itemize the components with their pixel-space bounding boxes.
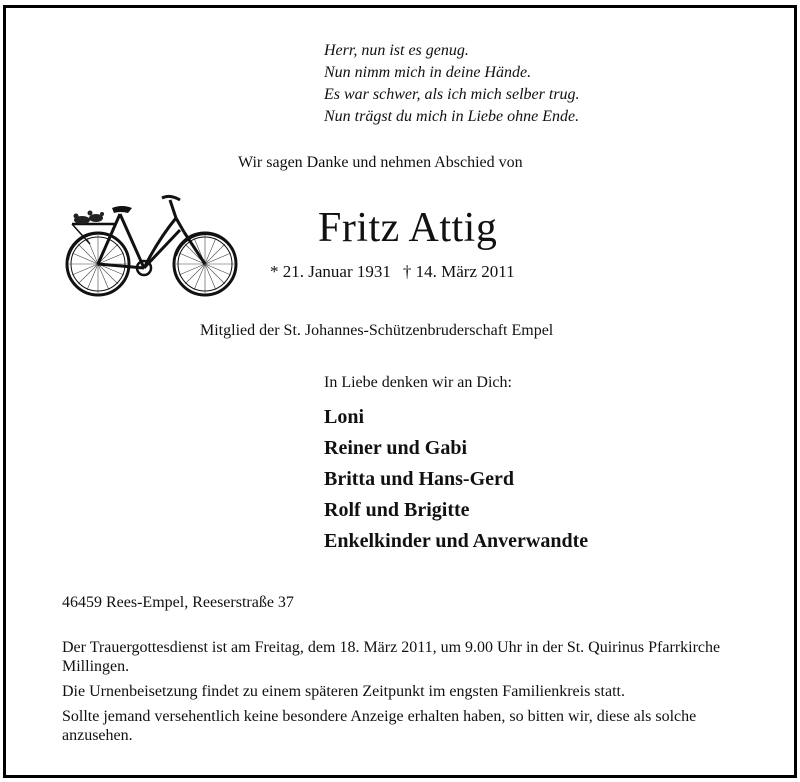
death-date: † 14. März 2011 — [402, 262, 515, 281]
poem-line: Nun nimm mich in deine Hände. — [324, 64, 532, 81]
family-member: Reiner und Gabi — [324, 437, 467, 459]
remembrance-intro: In Liebe denken wir an Dich: — [324, 374, 512, 391]
thanks-line: Wir sagen Danke und nehmen Abschied von — [238, 154, 523, 171]
service-note: Die Urnenbeisetzung findet zu einem späteren Zeitpunkt im engsten Familienkreis statt. — [62, 683, 625, 700]
family-list — [324, 402, 588, 557]
poem-line: Herr, nun ist es genug. — [324, 42, 469, 59]
deceased-name: Fritz Attig — [318, 205, 498, 251]
address: 46459 Rees-Empel, Reeserstraße 37 — [62, 594, 294, 611]
obituary-notice — [3, 5, 797, 778]
service-note: Sollte jemand versehentlich keine besondere Anzeige erhalten haben, so bitten wir, diese als solche anzusehen. — [62, 708, 697, 744]
poem-line: Nun trägst du mich in Liebe ohne Ende. — [324, 108, 580, 125]
life-dates — [270, 262, 527, 282]
service-notes — [62, 638, 762, 751]
birth-date: * 21. Januar 1931 — [270, 262, 391, 281]
service-note: Der Trauergottesdienst ist am Freitag, dem 18. März 2011, um 9.00 Uhr in der St. Quirinus Pfarrkirche Millingen. — [62, 639, 721, 675]
family-member: Loni — [324, 406, 365, 428]
family-member: Rolf und Brigitte — [324, 499, 470, 521]
family-member: Britta und Hans-Gerd — [324, 468, 515, 490]
bicycle-icon — [58, 190, 244, 302]
poem-line: Es war schwer, als ich mich selber trug. — [324, 86, 580, 103]
family-member: Enkelkinder und Anverwandte — [324, 530, 589, 552]
poem — [324, 40, 580, 128]
membership-line: Mitglied der St. Johannes-Schützenbruderschaft Empel — [200, 322, 554, 339]
